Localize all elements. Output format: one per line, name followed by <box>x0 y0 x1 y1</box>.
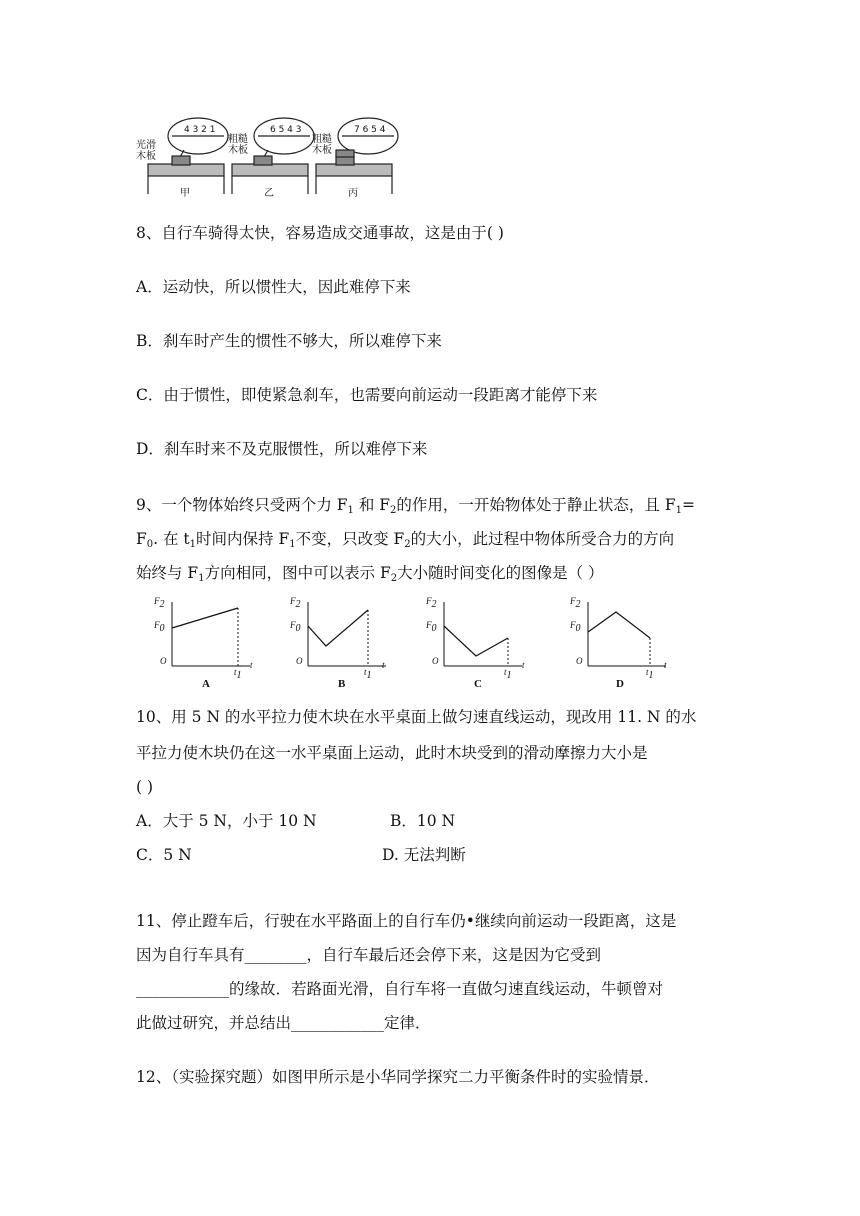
q9-graph-d[interactable]: F2 F0 O t1 t D <box>570 596 667 690</box>
q8-option-b: B．刹车时产生的惯性不够大，所以难停下来 <box>136 332 442 350</box>
q11-line-1: 11、停止蹬车后，行驶在水平路面上的自行车仍•继续向前运动一段距离，这是 <box>136 912 677 930</box>
friction-experiment-drawing <box>136 112 412 202</box>
q11-line-2: 因为自行车具有________，自行车最后还会停下来，这是因为它受到 <box>136 946 602 964</box>
graph-a-label: A <box>202 678 210 690</box>
q10-line-2: 平拉力使木块仍在这一水平桌面上运动，此时木块受到的滑动摩擦力大小是 <box>136 744 648 762</box>
q9-line-1: 9、一个物体始终只受两个力 $F_1$ 和 $F_2$的作用，一开始物体处于静止状态，且 $F_1=$ <box>136 496 695 516</box>
q10-line-1: 10、用 5 N 的水平拉力使木块在水平桌面上做匀速直线运动，现改用 11. N 的水 <box>136 708 697 726</box>
q10-option-d: D. 无法判断 <box>382 846 466 864</box>
q10-option-a: A．大于 5 N，小于 10 N <box>136 812 317 830</box>
scene-label-1: 甲 <box>180 188 190 199</box>
q8-stem: 8、自行车骑得太快，容易造成交通事故，这是由于( ) <box>136 224 504 242</box>
surface-label-2: 粗糙 木板 <box>228 134 248 156</box>
q8-option-c: C．由于惯性，即使紧急刹车，也需要向前运动一段距离才能停下来 <box>136 386 598 404</box>
q12-line-1: 12、（实验探究题）如图甲所示是小华同学探究二力平衡条件时的实验情景． <box>136 1068 660 1086</box>
q8-option-a: A．运动快，所以惯性大，因此难停下来 <box>136 278 411 296</box>
q10-line-3: ( ) <box>136 778 154 796</box>
scene-label-2: 乙 <box>264 188 274 199</box>
svg-text:7 6 5 4: 7 6 5 4 <box>354 125 386 135</box>
q10-option-c: C．5 N <box>136 846 192 864</box>
q9-graph-a[interactable]: F2 F0 O t1 t A <box>154 596 253 690</box>
q9-graph-c[interactable]: F2 F0 O t1 t C <box>426 596 525 690</box>
q11-line-4: 此做过研究，并总结出____________定律． <box>136 1014 431 1032</box>
q8-option-d: D．刹车时来不及克服惯性，所以难停下来 <box>136 440 428 458</box>
q10-option-b: B．10 N <box>390 812 456 830</box>
graph-d-label: D <box>616 678 624 690</box>
q11-line-3: ____________的缘故．若路面光滑，自行车将一直做匀速直线运动，牛顿曾对 <box>136 980 664 998</box>
graph-b-label: B <box>338 678 346 690</box>
friction-experiment-figure <box>136 112 412 202</box>
scene-label-3: 丙 <box>348 188 358 199</box>
q9-line-2: $F_0$. 在 $t_1$时间内保持 $F_1$不变，只改变 $F_2$的大小，此过程中物体所受合力的方向 <box>136 530 675 550</box>
q9-line-3: 始终与 $F_1$方向相同，图中可以表示 $F_2$大小随时间变化的图像是（ ） <box>136 564 604 584</box>
svg-text:4 3 2 1: 4 3 2 1 <box>184 125 216 135</box>
graph-c-label: C <box>474 678 482 690</box>
surface-label-3: 粗糙 木板 <box>312 134 332 156</box>
surface-label-1: 光滑 木板 <box>136 140 156 162</box>
q9-graph-b[interactable]: F2 F0 O t1 t B <box>290 596 385 690</box>
svg-text:6 5 4 3: 6 5 4 3 <box>270 125 302 135</box>
